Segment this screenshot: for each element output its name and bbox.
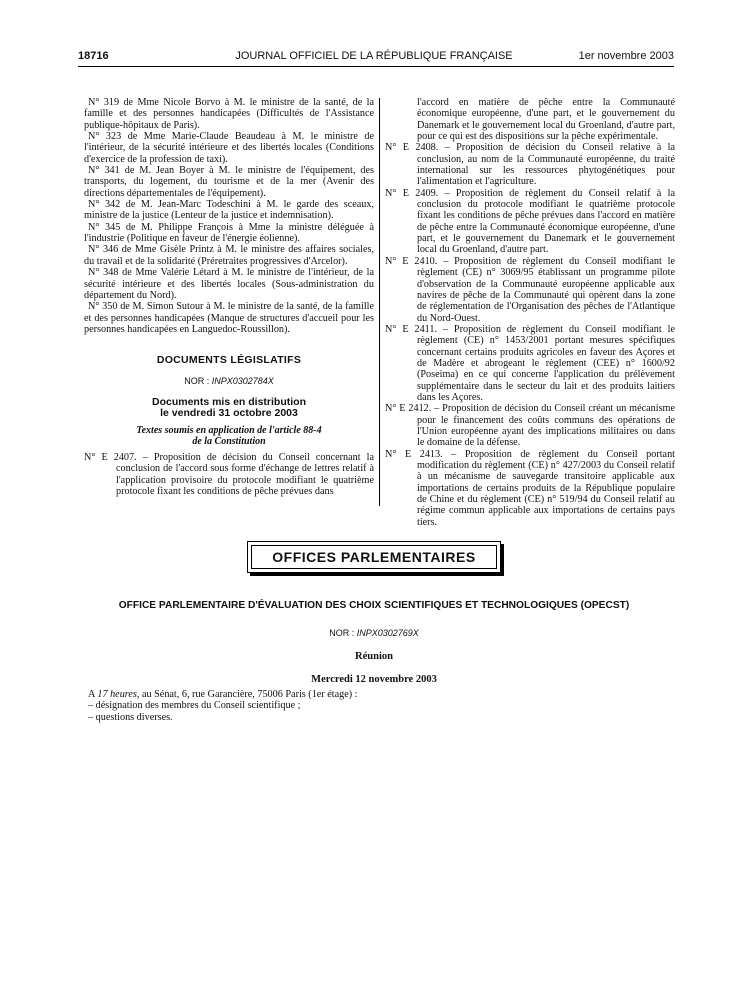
nor-label: NOR : (184, 375, 210, 386)
meeting-date: Mercredi 12 novembre 2003 (311, 674, 437, 685)
textes-line-2: de la Constitution (192, 435, 266, 447)
document-item: N° E 2410. – Proposition de règlement du Conseil modifiant le règlement (CE) n° 3069/95 établissant un programme pilote d'observation de la Communauté européenne applicable aux navires de pêche de la Communauté qui opèrent dans la zone de réglementation de l'Organisation des pêches de l'Atlantique du Nord-Ouest. (385, 255, 675, 324)
location-prefix: A (88, 689, 95, 700)
distribution-line-1: Documents mis en distribution (151, 395, 306, 408)
offices-box (247, 541, 500, 573)
agenda-item: – questions diverses. (88, 711, 173, 723)
document-item: N° E 2411. – Proposition de règlement du Conseil modifiant le règlement (CE) n° 1453/2001 portant mesures spécifiques concernant certains produits agricoles en faveur des Açores et de Madère et abrogeant le règlement (CEE) n° 1600/92 (Poseima) en ce qui concerne l'application du prélèvement supplémentaire dans le secteur du lait et des produits laitiers dans les Açores. (385, 323, 675, 403)
meeting-location (88, 689, 648, 700)
page-number: 18716 (78, 50, 109, 62)
office-title: OFFICE PARLEMENTAIRE D'ÉVALUATION DES CHOIX SCIENTIFIQUES ET TECHNOLOGIQUES (OPECST) (118, 600, 630, 611)
document-item: N° E 2408. – Proposition de décision du Conseil relative à la conclusion, au nom de la Communauté européenne, du traité international sur les ressources phytogénétiques pour l'alimentation et l'agriculture. (385, 142, 675, 188)
document-item: N° E 2407. – Proposition de décision du Conseil concernant la conclusion de l'accord sous forme d'échange de lettres relatif à l'application provisoire du protocole modifiant le quatrième protocole fixant les conditions de pêche prévues dans (84, 451, 374, 497)
meeting-time: 17 heures (97, 689, 137, 700)
meeting-heading: Réunion (355, 651, 393, 662)
question-item: N° 345 de M. Philippe François à Mme la ministre déléguée à l'industrie (Politique en faveur de l'énergie éolienne). (84, 221, 374, 245)
document-item: N° E 2409. – Proposition de règlement du Conseil relatif à la conclusion du protocole modifiant le quatrième protocole fixant les conditions de pêche prévues dans l'accord en matière de pêche entre la Communauté économique européenne, d'une part, et le gouvernement du Danemark et le gouvernement local du Groenland, d'autre part. (385, 187, 675, 256)
question-item: N° 319 de Mme Nicole Borvo à M. le ministre de la santé, de la famille et des personnes handicapées (Difficultés de l'Assistance publique-hôpitaux de Paris). (84, 97, 374, 131)
column-divider (379, 98, 380, 506)
office-nor-code: INPX0302769X (356, 628, 419, 638)
nor-code: INPX0302784X (211, 375, 274, 386)
location-detail: , au Sénat, 6, rue Garancière, 75006 Paris (1er étage) : (136, 689, 358, 700)
distribution-heading (84, 397, 374, 419)
office-nor-label: NOR : (329, 628, 355, 638)
left-column (84, 97, 374, 497)
question-item: N° 348 de Mme Valérie Létard à M. le ministre de l'intérieur, de la sécurité intérieure et des libertés locales (Sous-administration du département du Nord). (84, 267, 374, 301)
question-item: N° 341 de M. Jean Boyer à M. le ministre de l'équipement, des transports, du logement, du tourisme et de la mer (Avenir des directions départementales de l'équipement). (84, 165, 374, 199)
question-item: N° 346 de Mme Gisèle Printz à M. le ministre des affaires sociales, du travail et de la solidarité (Préretraites progressives d'Arcelor). (84, 244, 374, 267)
journal-title: JOURNAL OFFICIEL DE LA RÉPUBLIQUE FRANÇAISE (235, 50, 513, 62)
agenda-item: – désignation des membres du Conseil scientifique ; (88, 700, 301, 712)
right-column (385, 97, 675, 528)
question-item: N° 342 de M. Jean-Marc Todeschini à M. le garde des sceaux, ministre de la justice (Lenteur de la justice et indemnisation). (84, 199, 374, 222)
offices-box-title: OFFICES PARLEMENTAIRES (251, 545, 496, 569)
textes-heading (84, 425, 374, 447)
distribution-line-2: le vendredi 31 octobre 2003 (160, 406, 298, 419)
document-item: N° E 2412. – Proposition de décision du Conseil créant un mécanisme pour le financement des coûts communs des opérations de l'Union européenne ayant des implications militaires ou dans le domaine de la défense. (385, 403, 675, 449)
header-rule (78, 66, 674, 67)
offices-box-wrapper (0, 541, 748, 573)
document-item: N° E 2413. – Proposition de règlement du Conseil portant modification du règlement (CE) n° 427/2003 du Conseil relatif à un mécanisme de sauvegarde transitoire applicable aux importations de certains produits de la République populaire de Chine et du règlement (CE) n° 519/94 du Conseil relatif au régime commun applicable aux importations de certains pays tiers. (385, 448, 675, 528)
nor-reference (84, 376, 374, 387)
issue-date: 1er novembre 2003 (578, 50, 674, 62)
office-nor-reference (0, 628, 748, 638)
textes-line-1: Textes soumis en application de l'article 88-4 (136, 424, 322, 436)
question-item: N° 323 de Mme Marie-Claude Beaudeau à M. le ministre de l'intérieur, de la sécurité intérieure et des libertés locales (Conditions d'exercice de la profession de taxi). (84, 131, 374, 165)
question-item: N° 350 de M. Simon Sutour à M. le ministre de la santé, de la famille et des personnes handicapées (Manque de structures d'accueil pour les personnes handicapées en Languedoc-Roussillon). (84, 301, 374, 335)
document-item-continuation: l'accord en matière de pêche entre la Communauté économique européenne, d'une part, et le gouvernement du Danemark et le gouvernement local du Groenland, d'autre part, pour ce qui est des dispositions sur la pêche expérimentale. (417, 97, 675, 143)
meeting-agenda (88, 689, 648, 723)
section-title-documents: DOCUMENTS LÉGISLATIFS (156, 354, 302, 367)
